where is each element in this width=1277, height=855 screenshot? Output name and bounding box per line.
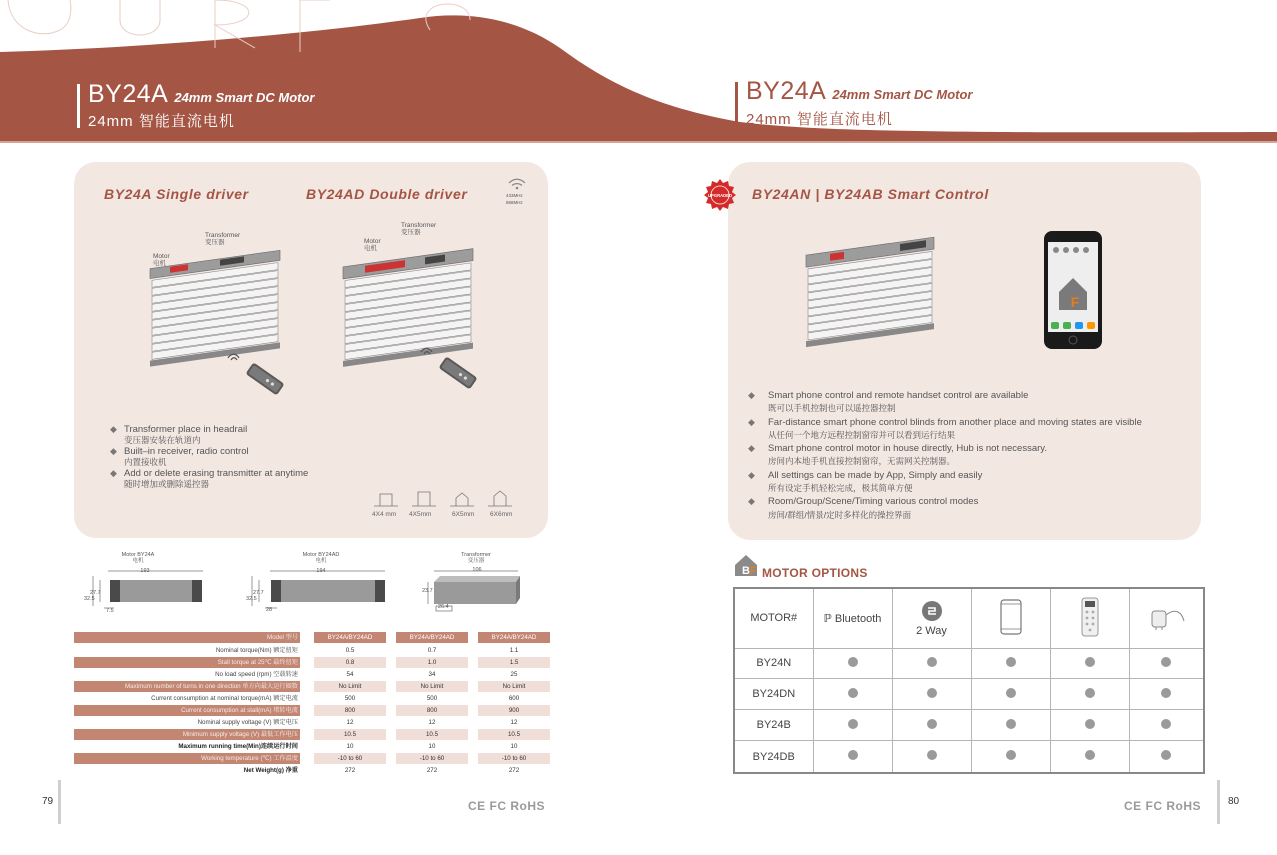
option-cell: [813, 648, 892, 679]
spec-label: Current consumption at stall(mA) 堵转电流: [74, 705, 300, 716]
spec-value: 900: [478, 705, 550, 716]
motor-ad-length: 194: [316, 568, 326, 574]
supported-dot: [1006, 750, 1016, 760]
remote-handset-icon: [1081, 597, 1099, 637]
list-item: [748, 389, 1142, 416]
header-left-bar: [77, 84, 80, 128]
motor-a-dim-label-en: Motor BY24A: [121, 552, 155, 558]
feature-en: Far-distance smart phone control blinds from another place and moving states are visible: [768, 416, 1142, 428]
spec-label: Current consumption at nominal torque(mA) 额定电流: [151, 695, 298, 702]
supported-dot: [1161, 750, 1171, 760]
option-cell: [1129, 710, 1204, 741]
spec-value: BY24A/BY24AD: [396, 632, 468, 643]
page-number-left: 79: [42, 796, 54, 807]
option-cell: [1050, 741, 1129, 773]
supported-dot: [1161, 719, 1171, 729]
option-cell: [971, 741, 1050, 773]
page-divider-left: [58, 780, 61, 824]
option-cell: [1050, 710, 1129, 741]
option-cell: [892, 710, 971, 741]
option-cell: [1050, 648, 1129, 679]
badge-text: UPGRADED: [708, 193, 732, 198]
double-transformer-label-cn: 变压器: [401, 229, 421, 236]
tube-shapes-icon: [372, 490, 522, 510]
table-row: [74, 729, 554, 741]
option-cell: [971, 679, 1050, 710]
motor-ad-dim-label: [296, 552, 346, 564]
page-title-left: [88, 80, 314, 109]
double-motor-label: [364, 238, 381, 252]
spec-value: -10 to 60: [396, 753, 468, 764]
spec-value: No Limit: [314, 681, 386, 692]
option-cell: [971, 710, 1050, 741]
option-cell: [971, 648, 1050, 679]
page-subtitle-left: 24mm 智能直流电机: [88, 113, 235, 130]
feature-cn: 内置接收机: [124, 457, 167, 467]
spec-value: 25: [510, 671, 518, 678]
option-cell: [892, 648, 971, 679]
transformer-d1: 23.7: [422, 588, 433, 594]
spec-value: -10 to 60: [314, 753, 386, 764]
supported-dot: [927, 688, 937, 698]
single-transformer-label-en: Transformer: [205, 232, 241, 239]
phone-column-header: [971, 588, 1050, 648]
feature-en: Built–in receiver, radio control: [124, 446, 249, 457]
option-cell: [813, 679, 892, 710]
list-item: [748, 469, 1142, 496]
supported-dot: [848, 657, 858, 667]
motor-ad-d2: 32.5: [246, 596, 257, 602]
spec-value: BY24A/BY24AD: [478, 632, 550, 643]
transformer-dimension-drawing: [420, 566, 530, 616]
bf-logo-icon: [733, 553, 761, 577]
double-motor-label-cn: 电机: [364, 245, 377, 252]
option-cell: [813, 710, 892, 741]
table-row: [74, 645, 554, 657]
page-title-right-sub: 24mm Smart DC Motor: [832, 87, 973, 102]
feature-en: Smart phone control motor in house directly, Hub is not necessary.: [768, 443, 1047, 455]
feature-en: Transformer place in headrail: [124, 424, 248, 435]
spec-value: 12: [346, 719, 354, 726]
table-row: [74, 669, 554, 681]
list-item: [110, 424, 308, 446]
certification-marks-right: CE FC RoHS: [1124, 799, 1201, 813]
list-item: [110, 468, 308, 490]
motor-a-length: 193: [140, 568, 150, 574]
spec-value: 10: [346, 743, 354, 750]
svg-text:F: F: [750, 565, 757, 577]
bluetooth-label: Bluetooth: [834, 612, 882, 625]
spec-value: 34: [428, 671, 436, 678]
page-title-right-main: BY24A: [746, 77, 827, 105]
transformer-length: 106: [472, 567, 482, 573]
option-cell: [892, 741, 971, 773]
shape-caption: 4X4 mm: [372, 511, 397, 518]
supported-dot: [1006, 657, 1016, 667]
spec-value: 800: [396, 705, 468, 716]
supported-dot: [1085, 719, 1095, 729]
spec-value: 0.8: [314, 657, 386, 668]
transformer-dim-label-en: Transformer: [461, 552, 491, 558]
option-cell: [813, 741, 892, 773]
column-header: MOTOR#: [734, 588, 813, 648]
spec-label: Maximum running time(Min)连续运行时间: [178, 743, 298, 750]
header-right-bar: [735, 82, 738, 126]
single-motor-label-en: Motor: [153, 253, 170, 260]
remote-control-icon: [222, 348, 288, 400]
two-way-label: 2 Way: [916, 624, 947, 637]
spec-value: 0.7: [427, 647, 437, 654]
table-row: [734, 679, 1204, 710]
single-transformer-label-cn: 变压器: [205, 239, 225, 246]
spec-value: 10.5: [396, 729, 468, 740]
feature-cn: 从任何一个地方远程控制窗帘并可以看到运行结果: [768, 429, 956, 440]
spec-value: 10: [510, 743, 518, 750]
double-transformer-label: [401, 222, 436, 236]
transformer-d2: 26.4: [438, 604, 449, 610]
spec-label: Stall torque at 25℃ 最终扭矩: [74, 657, 300, 668]
spec-label: Minimum supply voltage (V) 最低工作电压: [74, 729, 300, 740]
smart-control-heading: BY24AN | BY24AB Smart Control: [752, 186, 989, 202]
two-way-icon: [921, 600, 943, 622]
motor-a-d1: 27.7: [90, 590, 101, 596]
spec-label: Nominal torque(Nm) 额定扭矩: [215, 647, 298, 654]
spec-label: Model 型号: [74, 632, 300, 643]
spec-value: 12: [428, 719, 436, 726]
supported-dot: [1161, 688, 1171, 698]
power-adapter-icon: [1146, 603, 1186, 631]
feature-cn: 变压器安装在轨道内: [124, 435, 201, 445]
spec-value: -10 to 60: [478, 753, 550, 764]
certification-marks-left: CE FC RoHS: [468, 799, 545, 813]
spec-label: Nominal supply voltage (V) 额定电压: [197, 719, 298, 726]
list-item: [110, 446, 308, 468]
remote-column-header: [1050, 588, 1129, 648]
supported-dot: [1006, 719, 1016, 729]
feature-cn: 既可以手机控制也可以遥控器控制: [768, 403, 896, 414]
spec-value: 54: [346, 671, 354, 678]
list-item: [748, 442, 1142, 469]
supported-dot: [927, 750, 937, 760]
supported-dot: [927, 657, 937, 667]
double-transformer-label-en: Transformer: [401, 222, 437, 229]
list-item: [748, 416, 1142, 443]
wifi-icon: [508, 178, 526, 190]
spec-value: No Limit: [478, 681, 550, 692]
motor-model: BY24N: [734, 648, 813, 679]
table-row: [734, 648, 1204, 679]
motor-options-table: [733, 587, 1205, 774]
spec-value: 10.5: [314, 729, 386, 740]
remote-control-icon-2: [415, 342, 481, 394]
double-motor-label-en: Motor: [364, 238, 381, 245]
page-number-right: 80: [1228, 796, 1240, 807]
supported-dot: [848, 719, 858, 729]
table-row: [74, 717, 554, 729]
table-row: [74, 753, 554, 765]
motor-model: BY24DB: [734, 741, 813, 773]
single-driver-heading: BY24A Single driver: [104, 186, 249, 202]
table-row: [734, 741, 1204, 773]
table-header-row: [734, 588, 1204, 648]
svg-text:F: F: [1070, 294, 1080, 310]
list-item: [748, 495, 1142, 522]
supported-dot: [1006, 688, 1016, 698]
shape-caption: 4X5mm: [409, 511, 432, 518]
spec-value: 1.1: [509, 647, 519, 654]
page-title-right: [746, 77, 972, 106]
motor-a-dim-label: [118, 552, 158, 564]
spec-value: 500: [426, 695, 438, 702]
table-row: [734, 710, 1204, 741]
spec-value: 12: [510, 719, 518, 726]
motor-ad-d3: 28: [266, 607, 273, 613]
supported-dot: [848, 750, 858, 760]
adapter-column-header: [1129, 588, 1204, 648]
smart-blind-illustration: [800, 220, 945, 355]
spec-value: 10: [428, 743, 436, 750]
spec-value: 272: [426, 767, 438, 774]
page-title-left-main: BY24A: [88, 80, 169, 108]
supported-dot: [848, 688, 858, 698]
page-title-left-sub: 24mm Smart DC Motor: [174, 90, 315, 105]
table-row: [74, 741, 554, 753]
spec-value: 600: [508, 695, 520, 702]
option-cell: [1129, 679, 1204, 710]
transformer-dim-label: [454, 552, 498, 564]
spec-label: Net Weight(g) 净重: [243, 767, 298, 774]
motor-model: BY24DN: [734, 679, 813, 710]
feature-en: Smart phone control and remote handset control are available: [768, 390, 1029, 401]
spec-value: 800: [314, 705, 386, 716]
supported-dot: [1085, 657, 1095, 667]
single-transformer-label: [205, 232, 240, 246]
spec-value: 500: [344, 695, 356, 702]
spec-value: 10.5: [478, 729, 550, 740]
feature-cn: 房间内本地手机直接控制窗帘，无需网关控制器。: [768, 456, 956, 467]
table-row: [74, 681, 554, 693]
single-motor-label-cn: 电机: [153, 260, 166, 267]
transformer-dim-label-cn: 变压器: [467, 558, 485, 564]
spec-value: 272: [344, 767, 356, 774]
option-cell: [1050, 679, 1129, 710]
motor-a-dim-label-cn: 电机: [132, 558, 144, 564]
freq-868: 868MHz: [506, 200, 523, 205]
bluetooth-icon: ℙ: [823, 612, 832, 625]
double-driver-heading: BY24AD Double driver: [306, 186, 468, 202]
freq-433: 433MHz: [506, 193, 523, 198]
spec-label: Working temperature (℃) 工作温度: [74, 753, 300, 764]
spec-label: No load speed (rpm) 空载转速: [215, 671, 298, 678]
page-subtitle-right: 24mm 智能直流电机: [746, 111, 893, 128]
table-row: [74, 693, 554, 705]
supported-dot: [1085, 750, 1095, 760]
spec-value: 1.5: [478, 657, 550, 668]
feature-cn: 随时增加或删除遥控器: [124, 479, 210, 489]
motor-a-d3: 7.5: [106, 608, 114, 614]
svg-text:B: B: [742, 565, 750, 577]
supported-dot: [1085, 688, 1095, 698]
motor-a-d2: 32.5: [84, 596, 95, 602]
shape-caption: 6X5mm: [452, 511, 475, 518]
single-motor-label: [153, 253, 170, 267]
motor-ad-d1: 27.7: [253, 590, 264, 596]
motor-options-title: MOTOR OPTIONS: [762, 566, 868, 580]
spec-value: BY24A/BY24AD: [314, 632, 386, 643]
supported-dot: [927, 719, 937, 729]
feature-en: All settings can be made by App, Simply and easily: [768, 469, 983, 481]
smartphone-app-illustration: [1043, 230, 1103, 350]
option-cell: [1129, 741, 1204, 773]
smart-feature-list: [748, 389, 1142, 522]
option-cell: [1129, 648, 1204, 679]
driver-feature-list: [110, 424, 308, 490]
motor-ad-dim-label-cn: 电机: [315, 558, 327, 564]
option-cell: [892, 679, 971, 710]
feature-en: Room/Group/Scene/Timing various control modes: [768, 496, 979, 508]
table-row: [74, 705, 554, 717]
motor-model: BY24B: [734, 710, 813, 741]
shape-caption: 6X6mm: [490, 511, 513, 518]
table-row: [74, 765, 554, 777]
feature-cn: 所有设定手机轻松完成，极其简单方便: [768, 483, 913, 494]
spec-value: 0.5: [345, 647, 355, 654]
feature-cn: 房间/群组/情景/定时多样化的操控界面: [768, 509, 912, 520]
table-row: [74, 632, 554, 644]
spec-value: 272: [508, 767, 520, 774]
bluetooth-column-header: [813, 588, 892, 648]
spec-value: No Limit: [396, 681, 468, 692]
page-divider-right: [1217, 780, 1220, 824]
feature-en: Add or delete erasing transmitter at anytime: [124, 468, 309, 479]
table-row: [74, 657, 554, 669]
smartphone-icon: [1000, 599, 1022, 635]
two-way-column-header: [892, 588, 971, 648]
supported-dot: [1161, 657, 1171, 667]
upgraded-badge-icon: [703, 178, 737, 212]
spec-label: Maximum number of turns in one direction 单方向最大运行圈数: [74, 681, 300, 692]
motor-ad-dim-label-en: Motor BY24AD: [302, 552, 340, 558]
spec-value: 1.0: [396, 657, 468, 668]
